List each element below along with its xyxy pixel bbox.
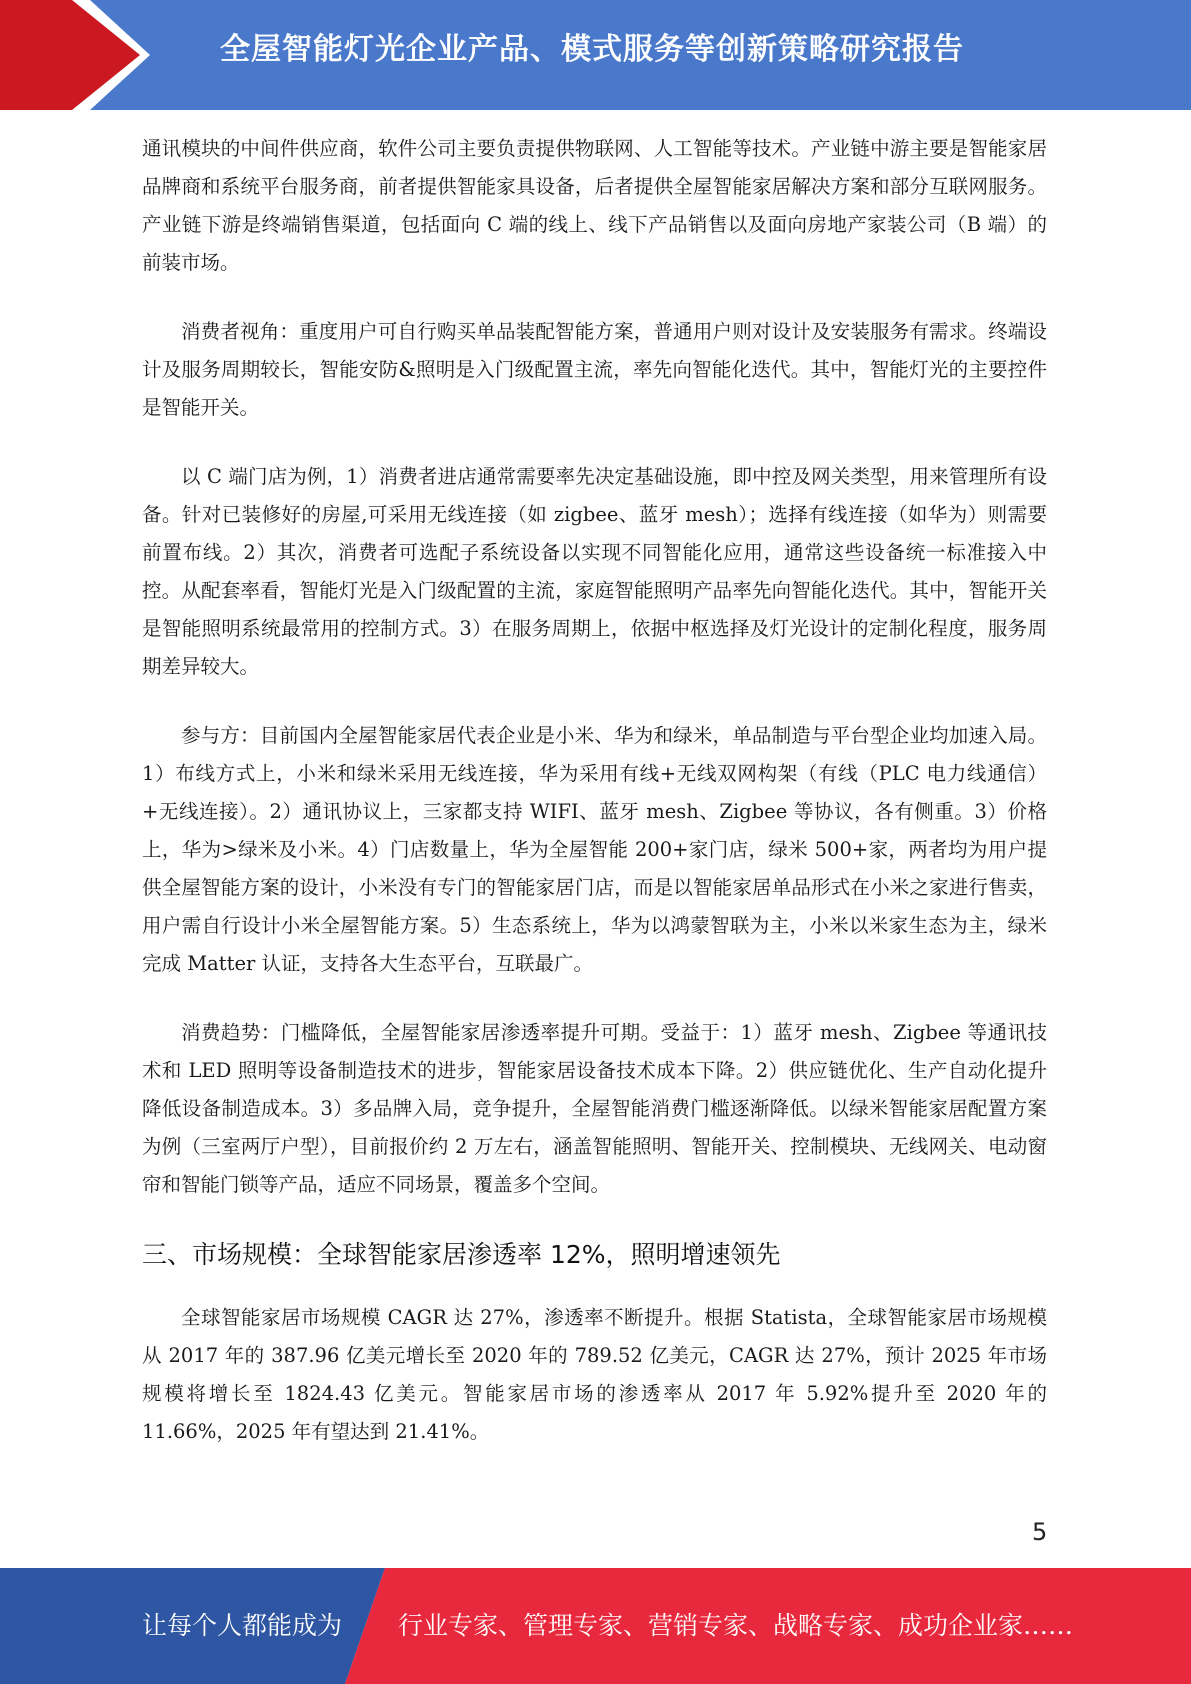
paragraph-industry-chain: 通讯模块的中间件供应商，软件公司主要负责提供物联网、人工智能等技术。产业链中游主要是智能家居品牌商和系统平台服务商，前者提供智能家具设备，后者提供全屋智能家居解决方案和部分互联网服务。产业链下游是终端销售渠道，包括面向 C 端的线上、线下产品销售以及面向房地产家装公司（B 端）的前装市场。	[142, 137, 1047, 274]
page-number: 5	[1032, 1518, 1048, 1546]
paragraph-consumption-trend: 消费趋势：门槛降低，全屋智能家居渗透率提升可期。受益于：1）蓝牙 mesh、Zigbee 等通讯技术和 LED 照明等设备制造技术的进步，智能家居设备技术成本下降。2）供应链优化、生产自动化提升降低设备制造成本。3）多品牌入局，竞争提升，全屋智能消费门槛逐渐降低。以绿米智能家居配置方案为例（三室两厅户型），目前报价约 2 万左右，涵盖智能照明、智能开关、控制模块、无线网关、电动窗帘和智能门锁等产品，适应不同场景，覆盖多个空间。	[142, 1021, 1047, 1196]
header-arrow-icon	[0, 0, 160, 110]
section-heading-market-size: 三、市场规模：全球智能家居渗透率 12%，照明增速领先	[142, 1240, 781, 1269]
header-title: 全屋智能灯光企业产品、模式服务等创新策略研究报告	[220, 32, 964, 67]
footer-slogan-right: 行业专家、管理专家、营销专家、战略专家、成功企业家……	[398, 1611, 1074, 1640]
paragraph-c-end-store: 以 C 端门店为例，1）消费者进店通常需要率先决定基础设施，即中控及网关类型，用来管理所有设备。针对已装修好的房屋,可采用无线连接（如 zigbee、蓝牙 mesh）；选择有线连接（如华为）则需要前置布线。2）其次，消费者可选配子系统设备以实现不同智能化应用，通常这些设备统一标准接入中控。从配套率看，智能灯光是入门级配置的主流，家庭智能照明产品率先向智能化迭代。其中，智能开关是智能照明系统最常用的控制方式。3）在服务周期上，依据中枢选择及灯光设计的定制化程度，服务周期差异较大。	[142, 465, 1047, 678]
footer-slogan-left: 让每个人都能成为	[142, 1611, 343, 1640]
main-content	[142, 130, 1047, 1482]
page-header	[0, 0, 1191, 110]
paragraph-market-size: 全球智能家居市场规模 CAGR 达 27%，渗透率不断提升。根据 Statista，全球智能家居市场规模从 2017 年的 387.96 亿美元增长至 2020 年的 789.52 亿美元，CAGR 达 27%，预计 2025 年市场规模将增长至 1824.43 亿美元。智能家居市场的渗透率从 2017 年 5.92%提升至 2020 年的 11.66%，2025 年有望达到 21.41%。	[142, 1306, 1047, 1443]
page-footer	[0, 1568, 1191, 1684]
paragraph-participants: 参与方：目前国内全屋智能家居代表企业是小米、华为和绿米，单品制造与平台型企业均加速入局。1）布线方式上，小米和绿米采用无线连接，华为采用有线+无线双网构架（有线（PLC 电力线通信）+无线连接）。2）通讯协议上，三家都支持 WIFI、蓝牙 mesh、Zigbee 等协议，各有侧重。3）价格上，华为>绿米及小米。4）门店数量上，华为全屋智能 200+家门店，绿米 500+家，两者均为用户提供全屋智能方案的设计，小米没有专门的智能家居门店，而是以智能家居单品形式在小米之家进行售卖，用户需自行设计小米全屋智能方案。5）生态系统上，华为以鸿蒙智联为主，小米以米家生态为主，绿米完成 Matter 认证，支持各大生态平台，互联最广。	[142, 724, 1047, 975]
paragraph-consumer-view: 消费者视角：重度用户可自行购买单品装配智能方案，普通用户则对设计及安装服务有需求。终端设计及服务周期较长，智能安防&照明是入门级配置主流，率先向智能化迭代。其中，智能灯光的主要控件是智能开关。	[142, 320, 1047, 419]
